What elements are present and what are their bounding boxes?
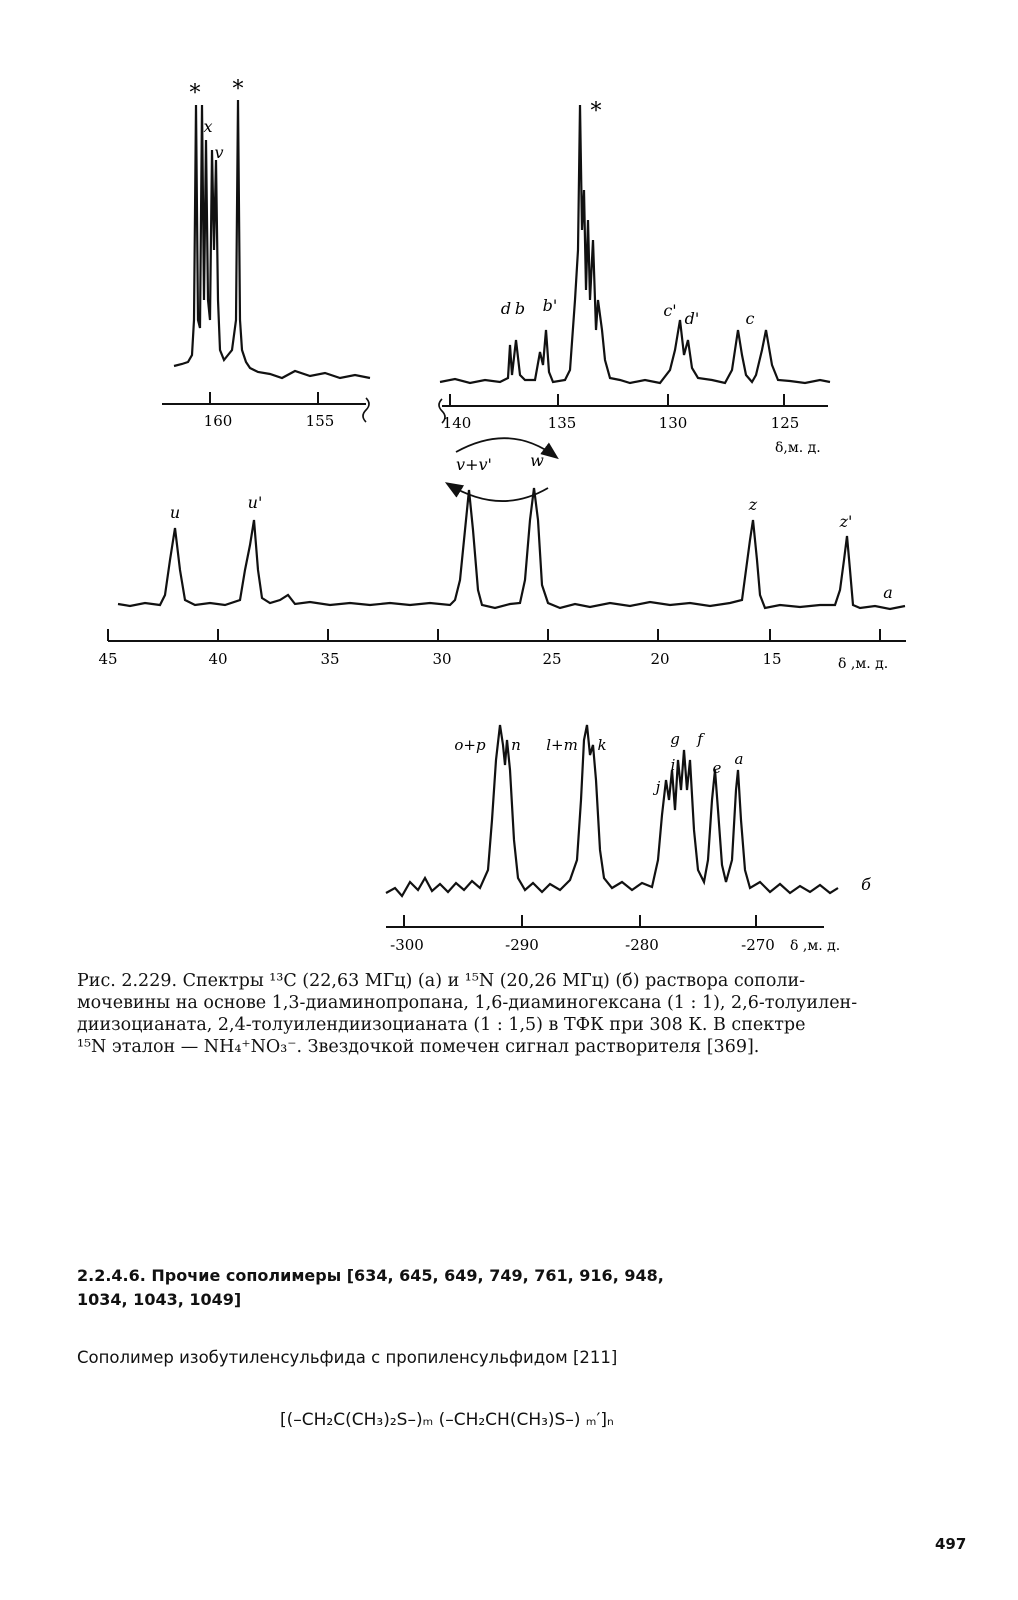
section-heading-line: 1034, 1043, 1049]	[77, 1290, 242, 1309]
c13-aliphatic-trace	[118, 488, 905, 609]
peak-label: u'	[247, 493, 263, 512]
tick-label: -270	[741, 936, 775, 954]
page-number: 497	[935, 1535, 967, 1553]
peak-label: i	[670, 756, 676, 774]
peak-label: w	[530, 451, 544, 470]
peak-label: o+p	[454, 736, 486, 754]
peak-label: k	[597, 736, 607, 754]
n15-panel	[386, 725, 871, 954]
peak-label: f	[697, 730, 703, 748]
tick-label: 20	[650, 650, 670, 668]
axis-label: δ ,м. д.	[790, 938, 841, 954]
c13-top-left-panel	[162, 77, 370, 430]
c13-aliphatic-panel	[98, 438, 906, 672]
caption-line: ¹⁵N эталон — NH₄⁺NO₃⁻. Звездочкой помечен сигнал растворителя [369].	[77, 1037, 760, 1057]
tick-label: 140	[442, 414, 472, 432]
tick-label: -280	[625, 936, 659, 954]
tick-label: 45	[98, 650, 118, 668]
tick-label: 35	[320, 650, 340, 668]
figure-caption	[77, 970, 937, 1058]
axis-label: δ,м. д.	[775, 440, 821, 456]
axis-label: δ ,м. д.	[838, 656, 889, 672]
tick-label: -300	[390, 936, 424, 954]
tick-label: 15	[762, 650, 782, 668]
peak-label: *	[189, 81, 201, 106]
panel-letter: б	[861, 875, 871, 894]
peak-label: b'	[542, 296, 558, 315]
peak-label: *	[590, 99, 602, 124]
peak-label: l+m	[546, 736, 578, 754]
peak-label: b	[514, 299, 526, 318]
polymer-formula: [(–CH₂C(CH₃)₂S–)ₘ (–CH₂CH(CH₃)S–) ₘ′]ₙ	[280, 1410, 614, 1430]
peak-label: c	[745, 309, 755, 328]
peak-label: c'	[663, 301, 677, 320]
tick-label: 125	[770, 414, 800, 432]
peak-label: e	[712, 759, 722, 777]
c13-top-right-trace	[440, 105, 830, 383]
peak-label: z	[748, 495, 758, 514]
peak-label: d	[500, 299, 512, 318]
tick-label: 30	[432, 650, 452, 668]
tick-label: 130	[658, 414, 688, 432]
tick-label: 135	[547, 414, 577, 432]
tick-label: 25	[542, 650, 562, 668]
peak-label: x	[203, 117, 213, 136]
tick-label: 155	[305, 412, 335, 430]
section-heading	[77, 1264, 877, 1312]
section-heading-line: 2.2.4.6. Прочие сополимеры [634, 645, 649, 749, 761, 916, 948,	[77, 1266, 664, 1285]
caption-line: мочевины на основе 1,3-диаминопропана, 1,6-диаминогексана (1 : 1), 2,6-толуилен-	[77, 993, 858, 1013]
subheading: Сополимер изобутиленсульфида с пропиленсульфидом [211]	[77, 1348, 618, 1367]
peak-label: g	[670, 730, 680, 748]
peak-label: j	[655, 778, 661, 796]
peak-label: a	[734, 750, 744, 768]
peak-label: z'	[839, 512, 853, 531]
peak-label: u	[169, 503, 181, 522]
tick-label: 160	[203, 412, 233, 430]
peak-label: *	[232, 77, 244, 102]
caption-line: Рис. 2.229. Спектры ¹³C (22,63 МГц) (а) и ¹⁵N (20,26 МГц) (б) раствора сополи-	[77, 971, 806, 991]
peak-label: v+v'	[456, 455, 492, 474]
peak-label: d'	[684, 309, 700, 328]
peak-label: n	[511, 736, 521, 754]
peak-label: v	[214, 143, 224, 162]
c13-top-left-trace	[174, 100, 370, 378]
panel-letter: а	[883, 583, 893, 602]
caption-line: диизоцианата, 2,4-толуилендиизоцианата (1 : 1,5) в ТФК при 308 К. В спектре	[77, 1015, 806, 1035]
tick-label: 40	[208, 650, 228, 668]
c13-top-right-panel	[439, 99, 830, 456]
tick-label: -290	[505, 936, 539, 954]
